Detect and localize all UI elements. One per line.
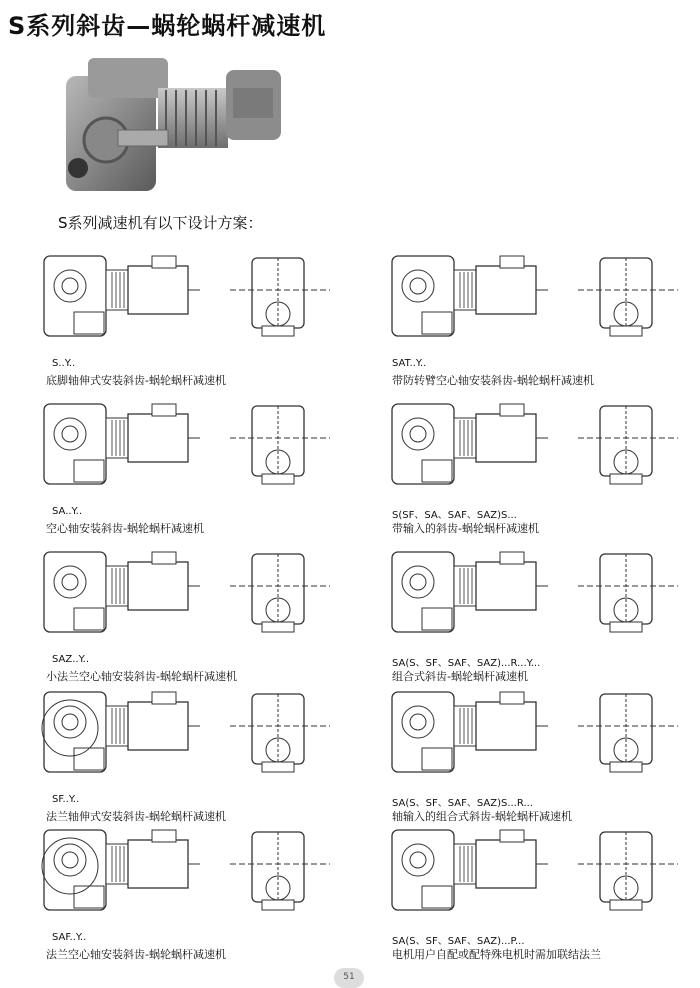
design-description: 底脚轴伸式安装斜齿-蜗轮蜗杆减速机 — [46, 374, 226, 387]
design-item — [40, 252, 370, 392]
design-item — [388, 688, 700, 828]
design-description: 空心轴安装斜齿-蜗轮蜗杆减速机 — [46, 522, 204, 535]
design-item — [388, 548, 700, 688]
design-item — [388, 252, 700, 392]
technical-drawing — [40, 826, 370, 936]
technical-drawing — [40, 548, 370, 658]
design-item — [388, 826, 700, 966]
design-item — [40, 826, 370, 966]
design-code: SA(S、SF、SAF、SAZ)S...R... — [392, 798, 533, 809]
technical-drawing — [388, 826, 700, 936]
design-code: SA..Y.. — [52, 506, 82, 517]
technical-drawing — [388, 548, 700, 658]
design-code: S..Y.. — [52, 358, 76, 369]
design-item — [40, 688, 370, 828]
design-description: 法兰轴伸式安装斜齿-蜗轮蜗杆减速机 — [46, 810, 226, 823]
section-subtitle: S系列减速机有以下设计方案： — [58, 214, 263, 232]
technical-drawing — [388, 688, 700, 798]
technical-drawing — [40, 400, 370, 510]
design-description: 法兰空心轴安装斜齿-蜗轮蜗杆减速机 — [46, 948, 226, 961]
technical-drawing — [388, 252, 700, 362]
technical-drawing — [40, 688, 370, 798]
design-description: 组合式斜齿-蜗轮蜗杆减速机 — [392, 670, 528, 683]
design-code: S(SF、SA、SAF、SAZ)S... — [392, 510, 517, 521]
technical-drawing — [388, 400, 700, 510]
design-item — [388, 400, 700, 540]
page-title: S系列斜齿—蜗轮蜗杆减速机 — [8, 12, 327, 40]
technical-drawing — [40, 252, 370, 362]
design-code: SAZ..Y.. — [52, 654, 90, 665]
page-number: 51 — [334, 968, 364, 988]
design-description: 带防转臂空心轴安装斜齿-蜗轮蜗杆减速机 — [392, 374, 594, 387]
design-item — [40, 400, 370, 540]
design-description: 带输入的斜齿-蜗轮蜗杆减速机 — [392, 522, 539, 535]
design-description: 电机用户自配或配特殊电机时需加联结法兰 — [392, 948, 601, 961]
design-code: SA(S、SF、SAF、SAZ)...P... — [392, 936, 525, 947]
design-item — [40, 548, 370, 688]
design-code: SA(S、SF、SAF、SAZ)...R...Y... — [392, 658, 541, 669]
design-description: 轴输入的组合式斜齿-蜗轮蜗杆减速机 — [392, 810, 572, 823]
design-description: 小法兰空心轴安装斜齿-蜗轮蜗杆减速机 — [46, 670, 237, 683]
design-code: SAT..Y.. — [392, 358, 427, 369]
design-code: SF..Y.. — [52, 794, 80, 805]
gear-reducer-photo — [58, 48, 298, 208]
design-code: SAF..Y.. — [52, 932, 87, 943]
